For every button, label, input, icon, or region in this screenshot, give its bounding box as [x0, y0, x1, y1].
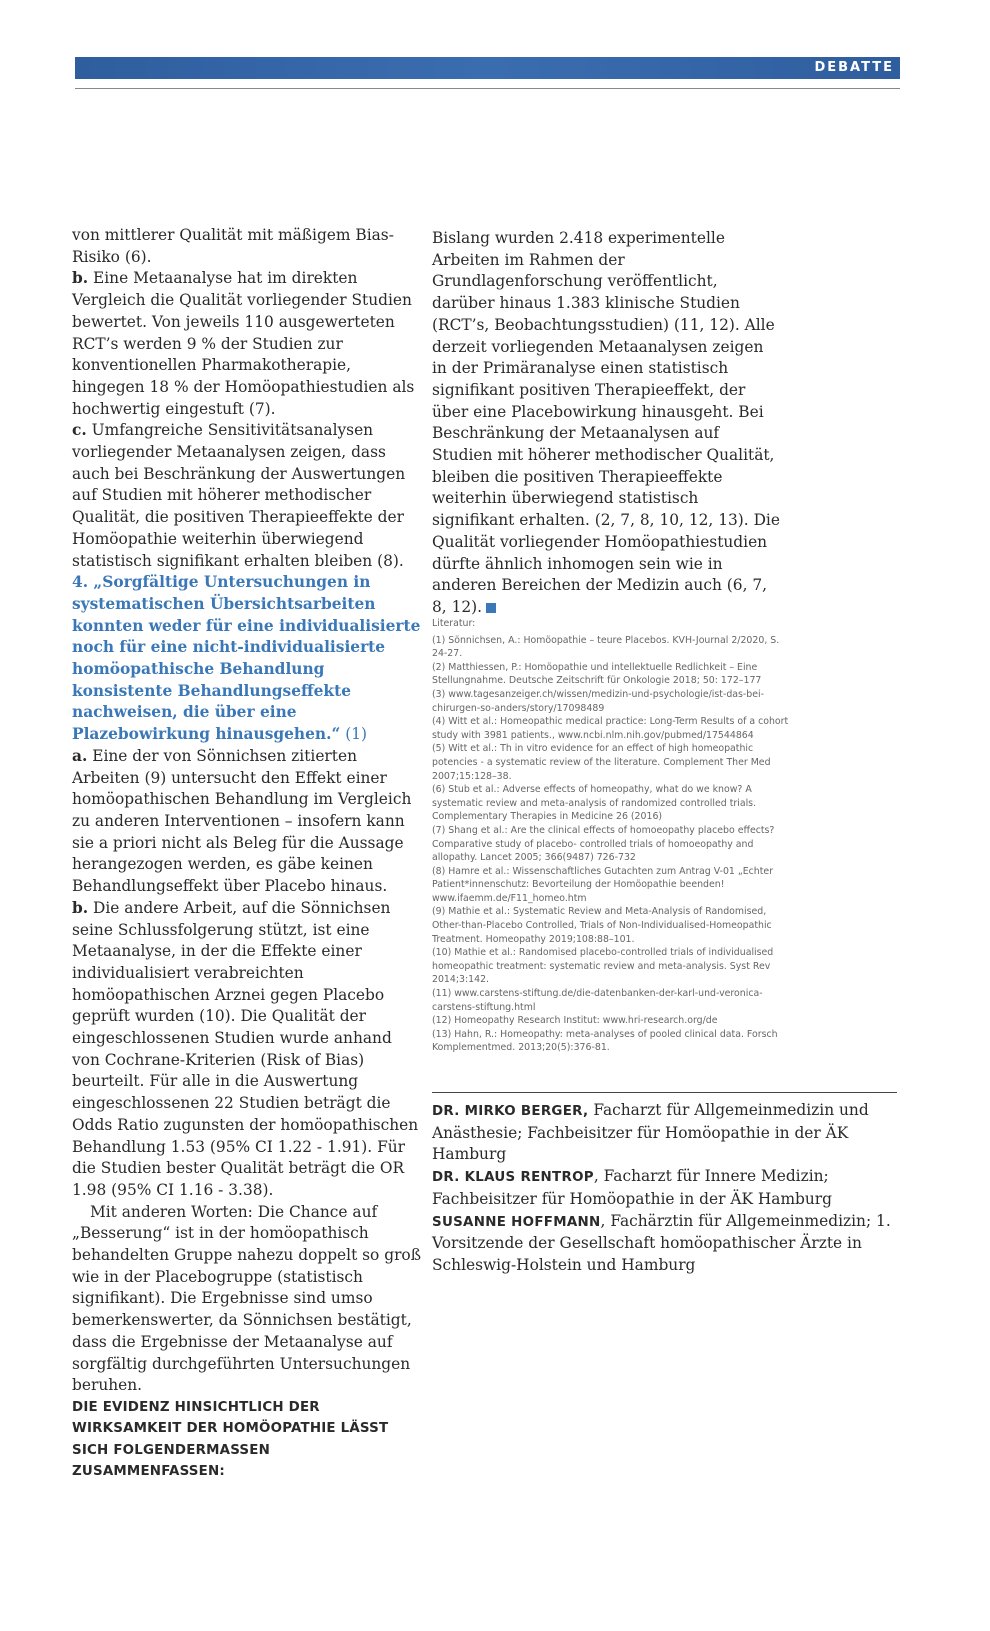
reference-item: (13) Hahn, R.: Homeopathy: meta-analyses of pooled clinical data. Forsch Komplementmed. 2013;20(5):376-81.: [432, 1028, 778, 1054]
reference-item: (1) Sönnichsen, A.: Homöopathie – teure Placebos. KVH-Journal 2/2020, S. 24-27.: [432, 634, 780, 660]
list-label: c.: [72, 421, 87, 440]
reference-item: (9) Mathie et al.: Systematic Review and Meta-Analysis of Randomised, Other-than-Placebo Controlled, Trials of Non-Individualised-Homeopathic Treatment. Homeopathy 2019;108:88–101.: [432, 906, 772, 945]
list-label: b.: [72, 898, 89, 917]
paragraph: [72, 746, 424, 898]
author-name: DR. KLAUS RENTROP: [432, 1170, 594, 1186]
paragraph-text: Die andere Arbeit, auf die Sönnichsen seine Schlussfolgerung stützt, ist eine Metaanalyse, in der die Effekte einer individualisiert verabreichten homöopathischen Arznei gegen Placebo geprüft wurden (10). Die Qualität der eingeschlossenen Studien wurde anhand von Cochrane-Kriterien (Risk of Bias) beurteilt. Für alle in die Auswertung eingeschlossenen 22 Studien beträgt die Odds Ratio zugunsten der homöopathischen Behandlung 1.53 (95% CI 1.22 - 1.91). Für die Studien bester Qualität beträgt die OR 1.98 (95% CI 1.16 - 3.38).: [72, 898, 419, 1199]
paragraph: [432, 228, 782, 619]
paragraph-text: Eine Metaanalyse hat im direkten Vergleich die Qualität vorliegender Studien bewertet. Von jeweils 110 ausgewerteten RCT’s werden 9 % der Studien zur konventionellen Pharmakotherapie, hingegen 18 % der Homöopathiestudien als hochwertig eingestuft (7).: [72, 269, 415, 418]
author-name: SUSANNE HOFFMANN: [432, 1214, 601, 1230]
author-bio: [432, 1211, 902, 1277]
paragraph-text: Umfangreiche Sensitivitätsanalysen vorliegender Metaanalysen zeigen, dass auch bei Beschränkung der Auswertungen auf Studien mit höherer methodischer Qualität, die positiven Therapieeffekte der Homöopathie weiterhin überwiegend statistisch signifikant erhalten bleiben (8).: [72, 421, 406, 570]
reference-item: (10) Mathie et al.: Randomised placebo-controlled trials of individualised homeopathic treatment: systematic review and meta-analysis. Syst Rev 2014;3:142.: [432, 947, 774, 986]
reference-item: (5) Witt et al.: Th in vitro evidence for an effect of high homeopathic potencies - a systematic review of the literature. Complement Ther Med 2007;15:128–38.: [432, 743, 771, 782]
paragraph: Mit anderen Worten: Die Chance auf „Besserung“ ist in der homöopathisch behandelten Gruppe nahezu doppelt so groß wie in der Placebogruppe (statistisch signifikant). Die Ergebnisse sind umso bemerkenswerter, da Sönnichsen bestätigt, dass die Ergebnisse der Metaanalyse auf sorgfältig durchgeführten Untersuchungen beruhen.: [72, 1202, 421, 1395]
paragraph: [72, 898, 424, 1202]
pull-quote: [72, 572, 424, 746]
reference-item: (2) Matthiessen, P.: Homöopathie und intellektuelle Redlichkeit – Eine Stellungnahme. Deutsche Zeitschrift für Onkologie 2018; 50: 172–177: [432, 661, 762, 687]
section-label: DEBATTE: [814, 60, 894, 75]
author-name: DR. MIRKO BERGER,: [432, 1104, 589, 1119]
paragraph: [72, 268, 424, 420]
paragraph-text: Bislang wurden 2.418 experimentelle Arbeiten im Rahmen der Grundlagenforschung veröffentlicht, darüber hinaus 1.383 klinische Studien (RCT’s, Beobachtungsstudien) (11, 12). Alle derzeit vorliegenden Metaanalysen zeigen in der Primäranalyse einen statistisch signifikant positiven Therapieeffekt, der über eine Placebowirkung hinausgeht. Bei Beschränkung der Metaanalysen auf Studien mit höherer methodischer Qualität, bleiben die positiven Therapieeffekte weiterhin überwiegend statistisch signifikant erhalten. (2, 7, 8, 10, 12, 13). Die Qualität vorliegender Homöopathiestudien dürfte ähnlich inhomogen sein wie in anderen Bereichen der Medizin auch (6, 7, 8, 12).: [432, 229, 780, 616]
authors-divider: [432, 1092, 897, 1093]
author-desc: , Fachärztin für Allgemeinmedizin; 1. Vorsitzende der Gesellschaft homöopathischer Ärzte in Schleswig-Holstein und Hamburg: [432, 1211, 891, 1274]
paragraph: [72, 420, 424, 572]
reference-item: (8) Hamre et al.: Wissenschaftliches Gutachten zum Antrag V-01 „Echter Patient*innenschutz: Bevorteilung der Homöopathie beenden! www.ifaemm.de/F11_homeo.htm: [432, 865, 774, 904]
reference-item: (3) www.tagesanzeiger.ch/wissen/medizin-und-psychologie/ist-das-bei-chirurgen-so-anders/story/17098489: [432, 688, 765, 714]
reference-item: (11) www.carstens-stiftung.de/die-datenbanken-der-karl-und-veronica-carstens-stiftung.html: [432, 988, 763, 1013]
caps-heading: DIE EVIDENZ HINSICHTLICH DER WIRKSAMKEIT DER HOMÖOPATHIE LÄSST SICH FOLGENDERMASSEN ZUSAMMENFASSEN:: [72, 1399, 389, 1480]
paragraph: von mittlerer Qualität mit mäßigem Bias-Risiko (6).: [72, 226, 394, 266]
header-divider: [75, 88, 900, 89]
author-bio: [432, 1100, 902, 1166]
author-bios: [432, 1100, 902, 1277]
list-label: b.: [72, 269, 89, 288]
quote-ref: (1): [340, 725, 368, 744]
quote-text: „Sorgfältige Untersuchungen in systematischen Übersichtsarbeiten konnten weder für eine individualisierte noch für eine nicht-individualisierte homöopathische Behandlung konsistente Behandlungseffekte nachweisen, die über eine Plazebowirkung hinausgehen.“: [72, 573, 421, 744]
right-column: [432, 228, 782, 619]
section-header-bar: [75, 57, 900, 79]
reference-item: (12) Homeopathy Research Institut: www.hri-research.org/de: [432, 1015, 718, 1027]
author-desc: , Facharzt für Innere Medizin; Fachbeisitzer für Homöopathie in der ÄK Hamburg: [432, 1167, 833, 1208]
author-bio: [432, 1166, 902, 1210]
literature-title: Literatur:: [432, 618, 476, 629]
left-column: [72, 225, 424, 1483]
reference-item: (6) Stub et al.: Adverse effects of homeopathy, what do we know? A systematic review and meta-analysis of randomized controlled trials. Complementary Therapies in Medicine 26 (2016): [432, 784, 757, 823]
literature-list: [432, 617, 792, 1055]
end-mark-icon: [486, 603, 496, 613]
author-desc: Facharzt für Allgemeinmedizin und Anästhesie; Fachbeisitzer für Homöopathie in der ÄK Hamburg: [432, 1101, 869, 1164]
reference-item: (7) Shang et al.: Are the clinical effects of homoeopathy placebo effects? Comparative study of placebo- controlled trials of homoeopathy and allopathy. Lancet 2005; 366(9487) 726-732: [432, 824, 775, 864]
list-label: a.: [72, 746, 88, 765]
paragraph-text: Eine der von Sönnichsen zitierten Arbeiten (9) untersucht den Effekt einer homöopathischen Behandlung im Vergleich zu anderen Interventionen – insofern kann sie a priori nicht als Beleg für die Aussage herangezogen werden, es gäbe keinen Behandlungseffekt über Placebo hinaus.: [72, 746, 412, 896]
reference-item: (4) Witt et al.: Homeopathic medical practice: Long-Term Results of a cohort study with 3981 patients., www.ncbi.nlm.nih.gov/pubmed/17544864: [432, 716, 789, 741]
quote-number: 4.: [72, 573, 89, 592]
